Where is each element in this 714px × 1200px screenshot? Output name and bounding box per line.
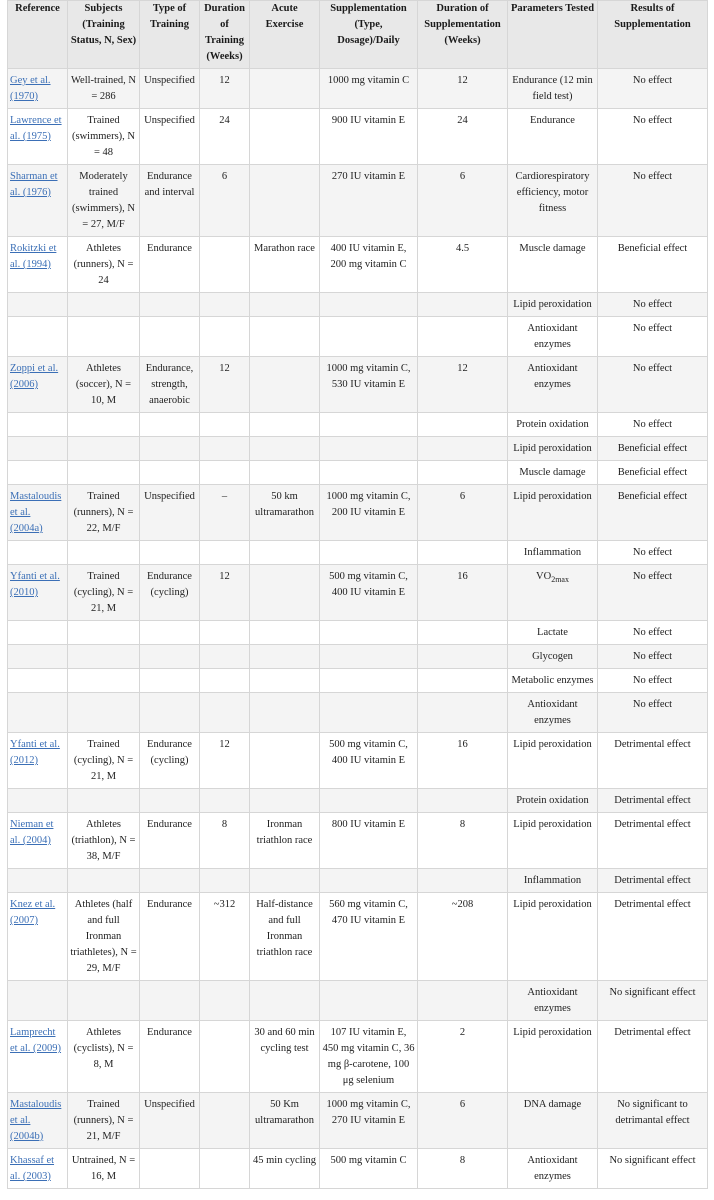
header-subjects: Subjects (Training Status, N, Sex) [68,1,140,69]
table-row [8,357,708,413]
cell-acute-exercise: 30 and 60 min cycling test [250,1021,320,1093]
cell-subjects [68,621,140,645]
reference-link[interactable]: Yfanti et al. (2012) [10,739,60,766]
cell-supplementation: 270 IU vitamin E [320,165,418,237]
supplementation-table [7,0,708,1189]
cell-training-type: Unspecified [140,1093,200,1149]
cell-training-duration [200,1021,250,1093]
cell-results: No effect [598,669,708,693]
cell-training-duration: – [200,485,250,541]
cell-supplementation-duration: 4.5 [418,237,508,293]
cell-supplementation [320,461,418,485]
cell-supplementation-duration: 8 [418,1149,508,1189]
cell-parameters: Antioxidant enzymes [508,357,598,413]
cell-parameters: Lactate [508,621,598,645]
cell-training-type: Endurance [140,1021,200,1093]
cell-reference [8,237,68,293]
cell-supplementation [320,621,418,645]
reference-link[interactable]: Lawrence et al. (1975) [10,115,62,142]
header-supplementation-duration: Duration of Supplementation (Weeks) [418,1,508,69]
cell-results: Detrimental effect [598,733,708,789]
cell-reference [8,437,68,461]
cell-subjects: Athletes (cyclists), N = 8, M [68,1021,140,1093]
header-training-type: Type of Training [140,1,200,69]
cell-acute-exercise [250,69,320,109]
cell-results: No effect [598,69,708,109]
cell-supplementation-duration [418,621,508,645]
cell-supplementation-duration [418,541,508,565]
cell-training-duration [200,437,250,461]
cell-results: No effect [598,293,708,317]
cell-reference [8,565,68,621]
cell-results: No effect [598,621,708,645]
cell-training-duration [200,669,250,693]
cell-parameters: Endurance (12 min field test) [508,69,598,109]
cell-subjects: Athletes (soccer), N = 10, M [68,357,140,413]
header-row [8,1,708,69]
cell-supplementation [320,981,418,1021]
cell-supplementation-duration [418,669,508,693]
cell-training-type: Endurance (cycling) [140,733,200,789]
cell-reference [8,813,68,869]
cell-supplementation: 500 mg vitamin C, 400 IU vitamin E [320,733,418,789]
table-row [8,565,708,621]
cell-training-duration [200,869,250,893]
cell-parameters: Muscle damage [508,461,598,485]
cell-supplementation [320,645,418,669]
cell-training-duration [200,1093,250,1149]
cell-supplementation: 560 mg vitamin C, 470 IU vitamin E [320,893,418,981]
cell-supplementation-duration [418,645,508,669]
cell-acute-exercise [250,293,320,317]
cell-supplementation-duration: 6 [418,1093,508,1149]
cell-training-duration [200,1149,250,1189]
cell-subjects [68,437,140,461]
cell-training-duration [200,237,250,293]
header-parameters: Parameters Tested [508,1,598,69]
cell-acute-exercise [250,733,320,789]
cell-training-type: Unspecified [140,109,200,165]
cell-acute-exercise [250,165,320,237]
cell-acute-exercise [250,693,320,733]
cell-results: No effect [598,413,708,437]
cell-supplementation [320,693,418,733]
cell-training-type: Endurance and interval [140,165,200,237]
cell-training-type [140,869,200,893]
cell-training-type [140,789,200,813]
reference-link[interactable]: Khassaf et al. (2003) [10,1155,55,1182]
cell-supplementation-duration [418,461,508,485]
table-row [8,1093,708,1149]
cell-subjects: Well-trained, N = 286 [68,69,140,109]
table-body [8,69,708,1189]
table-row [8,69,708,109]
cell-results: No effect [598,109,708,165]
cell-training-duration: 6 [200,165,250,237]
cell-parameters [508,565,598,621]
cell-supplementation-duration [418,693,508,733]
cell-supplementation: 107 IU vitamin E, 450 mg vitamin C, 36 mg β-carotene, 100 μg selenium [320,1021,418,1093]
cell-reference [8,293,68,317]
cell-reference [8,317,68,357]
cell-reference [8,669,68,693]
cell-supplementation-duration: 12 [418,69,508,109]
cell-parameters: Lipid peroxidation [508,485,598,541]
cell-parameters: DNA damage [508,1093,598,1149]
cell-parameters: Lipid peroxidation [508,437,598,461]
cell-supplementation [320,317,418,357]
cell-reference [8,645,68,669]
cell-acute-exercise: Marathon race [250,237,320,293]
cell-training-type: Endurance [140,237,200,293]
reference-link[interactable]: Mastaloudis et al. (2004b) [10,1099,62,1142]
cell-subjects [68,869,140,893]
cell-training-duration [200,293,250,317]
cell-supplementation-duration [418,869,508,893]
cell-reference [8,693,68,733]
cell-supplementation-duration: 2 [418,1021,508,1093]
cell-supplementation: 1000 mg vitamin C [320,69,418,109]
cell-acute-exercise [250,541,320,565]
cell-training-duration [200,461,250,485]
table-row [8,541,708,565]
cell-results: Detrimental effect [598,789,708,813]
cell-results: No significant to detrimantal effect [598,1093,708,1149]
cell-parameters: Inflammation [508,541,598,565]
cell-supplementation [320,789,418,813]
cell-subjects: Trained (runners), N = 21, M/F [68,1093,140,1149]
cell-results: Detrimental effect [598,813,708,869]
cell-reference [8,109,68,165]
cell-parameters: Muscle damage [508,237,598,293]
table-row [8,869,708,893]
cell-parameters: Antioxidant enzymes [508,317,598,357]
cell-reference [8,981,68,1021]
cell-parameters: Lipid peroxidation [508,1021,598,1093]
table-row [8,461,708,485]
cell-parameters: Inflammation [508,869,598,893]
cell-training-duration [200,693,250,733]
cell-supplementation: 1000 mg vitamin C, 270 IU vitamin E [320,1093,418,1149]
table-row [8,293,708,317]
table-row [8,621,708,645]
cell-supplementation: 400 IU vitamin E, 200 mg vitamin C [320,237,418,293]
cell-supplementation: 1000 mg vitamin C, 530 IU vitamin E [320,357,418,413]
cell-subjects [68,981,140,1021]
cell-supplementation [320,541,418,565]
cell-training-type [140,461,200,485]
cell-supplementation: 500 mg vitamin C [320,1149,418,1189]
header-results: Results of Supplementation [598,1,708,69]
cell-parameters: Cardiorespiratory efficiency, motor fitness [508,165,598,237]
cell-training-duration: 8 [200,813,250,869]
cell-supplementation [320,669,418,693]
cell-reference [8,1093,68,1149]
cell-parameters: Antioxidant enzymes [508,1149,598,1189]
cell-subjects: Moderately trained (swimmers), N = 27, M/F [68,165,140,237]
table-row [8,317,708,357]
cell-acute-exercise [250,645,320,669]
cell-training-type: Endurance, strength, anaerobic [140,357,200,413]
reference-link[interactable]: Rokitzki et al. (1994) [10,243,57,270]
table-row [8,485,708,541]
cell-supplementation: 800 IU vitamin E [320,813,418,869]
cell-training-duration: ~312 [200,893,250,981]
cell-reference [8,485,68,541]
cell-reference [8,69,68,109]
reference-link[interactable]: Nieman et al. (2004) [10,819,54,846]
cell-reference [8,789,68,813]
cell-results: No effect [598,541,708,565]
cell-subjects: Trained (cycling), N = 21, M [68,733,140,789]
cell-results: Detrimental effect [598,869,708,893]
header-reference: Reference [8,1,68,69]
table-row [8,693,708,733]
cell-supplementation-duration [418,293,508,317]
cell-supplementation: 900 IU vitamin E [320,109,418,165]
cell-training-type: Endurance [140,813,200,869]
table-row [8,789,708,813]
cell-supplementation-duration: 8 [418,813,508,869]
cell-training-type [140,621,200,645]
cell-supplementation-duration [418,981,508,1021]
cell-results: No effect [598,645,708,669]
cell-subjects [68,317,140,357]
cell-subjects [68,645,140,669]
reference-link[interactable]: Zoppi et al. (2006) [10,363,59,390]
reference-link[interactable]: Lamprecht et al. (2009) [10,1027,62,1054]
cell-training-type: Unspecified [140,69,200,109]
cell-subjects [68,461,140,485]
cell-acute-exercise [250,109,320,165]
table-row [8,1149,708,1189]
cell-acute-exercise: Half-distance and full Ironman triathlon race [250,893,320,981]
table-row [8,893,708,981]
cell-supplementation-duration: 16 [418,733,508,789]
cell-reference [8,357,68,413]
cell-training-duration [200,317,250,357]
cell-acute-exercise [250,461,320,485]
cell-reference [8,165,68,237]
cell-supplementation-duration [418,789,508,813]
table-row [8,237,708,293]
header-supplementation: Supplementation (Type, Dosage)/Daily [320,1,418,69]
cell-supplementation-duration [418,437,508,461]
cell-training-type [140,645,200,669]
cell-subjects: Trained (runners), N = 22, M/F [68,485,140,541]
cell-training-duration [200,789,250,813]
cell-acute-exercise: 50 Km ultramarathon [250,1093,320,1149]
cell-acute-exercise [250,669,320,693]
cell-training-duration: 12 [200,69,250,109]
cell-training-type [140,693,200,733]
cell-results: No effect [598,357,708,413]
cell-training-type: Endurance (cycling) [140,565,200,621]
cell-acute-exercise [250,437,320,461]
cell-training-duration [200,981,250,1021]
cell-training-duration [200,541,250,565]
cell-results: Detrimental effect [598,1021,708,1093]
cell-parameters: Antioxidant enzymes [508,981,598,1021]
cell-training-type [140,981,200,1021]
cell-results: No effect [598,565,708,621]
cell-subjects: Athletes (runners), N = 24 [68,237,140,293]
cell-supplementation-duration [418,317,508,357]
cell-results: No effect [598,165,708,237]
cell-supplementation-duration: 24 [418,109,508,165]
cell-parameters: Antioxidant enzymes [508,693,598,733]
cell-training-duration [200,645,250,669]
cell-subjects [68,293,140,317]
cell-results: Detrimental effect [598,893,708,981]
cell-acute-exercise: 45 min cycling [250,1149,320,1189]
cell-reference [8,1021,68,1093]
cell-results: No significant effect [598,981,708,1021]
table-row [8,981,708,1021]
cell-reference [8,869,68,893]
cell-acute-exercise [250,565,320,621]
cell-subjects: Trained (swimmers), N = 48 [68,109,140,165]
cell-supplementation-duration: 12 [418,357,508,413]
cell-supplementation: 500 mg vitamin C, 400 IU vitamin E [320,565,418,621]
cell-subjects [68,541,140,565]
cell-acute-exercise: Ironman triathlon race [250,813,320,869]
reference-link[interactable]: Gey et al. (1970) [10,75,51,102]
cell-training-duration: 12 [200,733,250,789]
cell-parameters: Endurance [508,109,598,165]
cell-supplementation-duration: 16 [418,565,508,621]
cell-training-type [140,669,200,693]
cell-subjects: Athletes (half and full Ironman triathletes), N = 29, M/F [68,893,140,981]
table-row [8,413,708,437]
cell-reference [8,621,68,645]
cell-subjects [68,413,140,437]
cell-results: No significant effect [598,1149,708,1189]
parameter-text: VO [536,571,552,582]
cell-training-duration: 24 [200,109,250,165]
cell-subjects: Untrained, N = 16, M [68,1149,140,1189]
cell-reference [8,733,68,789]
cell-training-type [140,1149,200,1189]
cell-results: Beneficial effect [598,437,708,461]
cell-results: No effect [598,693,708,733]
cell-training-duration: 12 [200,357,250,413]
cell-results: Beneficial effect [598,485,708,541]
cell-parameters: Lipid peroxidation [508,293,598,317]
cell-supplementation [320,413,418,437]
cell-supplementation-duration: 6 [418,165,508,237]
cell-subjects: Athletes (triathlon), N = 38, M/F [68,813,140,869]
cell-acute-exercise: 50 km ultramarathon [250,485,320,541]
cell-training-duration [200,413,250,437]
cell-acute-exercise [250,981,320,1021]
cell-acute-exercise [250,869,320,893]
cell-results: Beneficial effect [598,461,708,485]
cell-supplementation [320,437,418,461]
cell-reference [8,413,68,437]
cell-training-type [140,293,200,317]
cell-acute-exercise [250,621,320,645]
cell-training-type [140,541,200,565]
cell-parameters: Metabolic enzymes [508,669,598,693]
cell-parameters: Protein oxidation [508,413,598,437]
cell-training-duration: 12 [200,565,250,621]
header-acute-exercise: Acute Exercise [250,1,320,69]
cell-training-type [140,317,200,357]
cell-training-type: Unspecified [140,485,200,541]
cell-results: No effect [598,317,708,357]
cell-results: Beneficial effect [598,237,708,293]
cell-reference [8,461,68,485]
cell-supplementation [320,293,418,317]
table-row [8,165,708,237]
table-row [8,669,708,693]
parameter-subscript: 2max [551,575,569,585]
cell-acute-exercise [250,317,320,357]
cell-reference [8,541,68,565]
cell-training-type [140,413,200,437]
table-row [8,1021,708,1093]
reference-link[interactable]: Yfanti et al. (2010) [10,571,60,598]
cell-parameters: Lipid peroxidation [508,813,598,869]
cell-subjects: Trained (cycling), N = 21, M [68,565,140,621]
reference-link[interactable]: Mastaloudis et al. (2004a) [10,491,62,534]
cell-acute-exercise [250,413,320,437]
table-row [8,645,708,669]
cell-subjects [68,669,140,693]
header-training-duration: Duration of Training (Weeks) [200,1,250,69]
cell-acute-exercise [250,357,320,413]
reference-link[interactable]: Knez et al. (2007) [10,899,56,926]
cell-reference [8,893,68,981]
table-row [8,109,708,165]
cell-training-type [140,437,200,461]
cell-parameters: Lipid peroxidation [508,733,598,789]
cell-training-type: Endurance [140,893,200,981]
cell-parameters: Protein oxidation [508,789,598,813]
cell-training-duration [200,621,250,645]
reference-link[interactable]: Sharman et al. (1976) [10,171,58,198]
table-row [8,813,708,869]
cell-supplementation-duration: 6 [418,485,508,541]
cell-parameters: Glycogen [508,645,598,669]
table-row [8,437,708,461]
cell-supplementation-duration: ~208 [418,893,508,981]
cell-supplementation [320,869,418,893]
cell-reference [8,1149,68,1189]
cell-subjects [68,693,140,733]
cell-subjects [68,789,140,813]
cell-supplementation-duration [418,413,508,437]
table-row [8,733,708,789]
cell-parameters: Lipid peroxidation [508,893,598,981]
cell-acute-exercise [250,789,320,813]
cell-supplementation: 1000 mg vitamin C, 200 IU vitamin E [320,485,418,541]
